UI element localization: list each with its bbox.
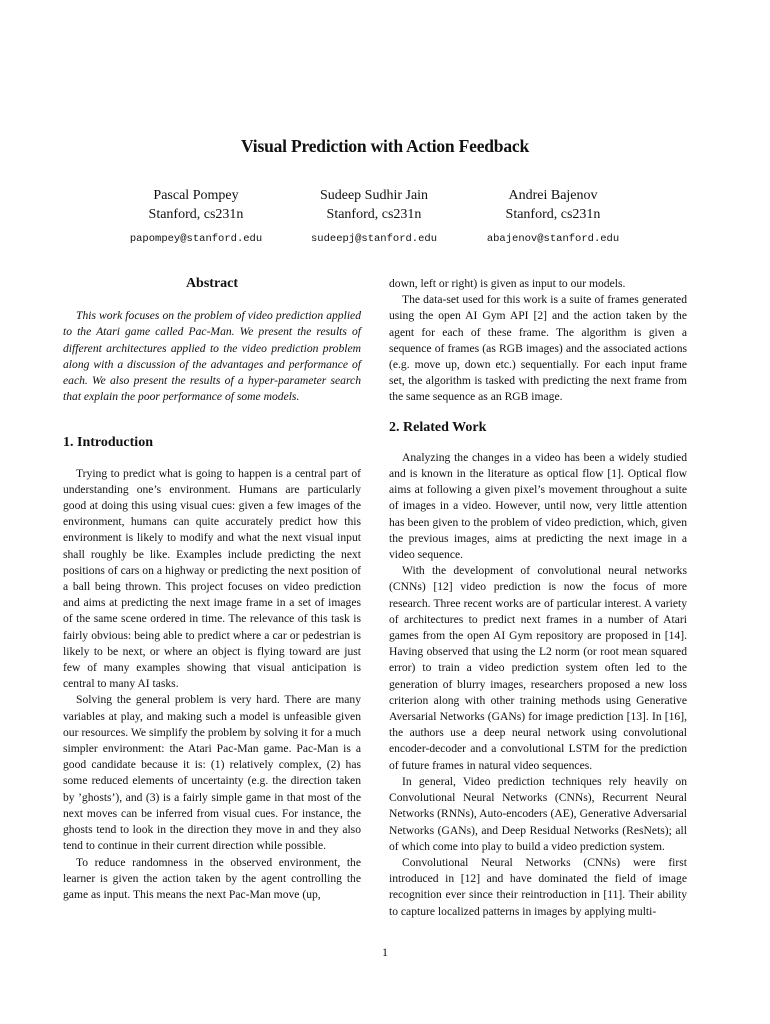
left-column: [63, 276, 361, 903]
related-paragraph: Convolutional Neural Networks (CNNs) were first introduced in [12] and have dominated the field of image recognition ever since their reintroduction in [11]. Their ability to capture localized patterns in images by applying multi-: [389, 855, 687, 918]
abstract-heading: Abstract: [185, 276, 239, 291]
intro-continuation: down, left or right) is given as input to our models.: [389, 277, 626, 290]
author-affiliation: Stanford, cs231n: [148, 207, 244, 222]
related-paragraph: With the development of convolutional neural networks (CNNs) [12] video prediction is now the focus of more research. Three recent works are of particular interest. A variety of architectures to predict next frames in a number of Atari games from the open AI Gym repository are proposed in [14]. Having observed that using the L2 norm (or root mean squared error) to train a video prediction system often led to the generation of blurry images, researchers proposed a new loss criterion along with other training methods using Generative Aversarial Networks (GANs) for image prediction [13]. In [16], the authors use a deep neural network using convolutional encoder-decoder and a convolutional LSTM for the prediction of future frames in natural video sequences.: [389, 564, 687, 772]
intro-heading: 1. Introduction: [63, 435, 153, 451]
related-paragraph: In general, Video prediction techniques rely heavily on Convolutional Neural Networks (CNNs), Recurrent Neural Networks (RNNs), Auto-encoders (AE), Generative Adversarial Networks (GANs), and Deep Residual Networks (ResNets); all of which come into play to build a video prediction system.: [389, 774, 687, 853]
paper-title: Visual Prediction with Action Feedback: [241, 136, 529, 156]
page-number: 1: [382, 945, 388, 959]
author-email: papompey@stanford.edu: [129, 233, 263, 245]
author-affiliation: Stanford, cs231n: [505, 207, 601, 222]
intro-paragraph: Trying to predict what is going to happen is a central part of understanding one’s environment. Humans are particularly good at doing this using visual cues: given a few images of the environment, humans can quite accurately predict how this environment is likely to modify and what the next visual input shall roughly be like. Examples include predicting the next positions of cars on a highway or predicting the next position of a ball being thrown. This project focuses on video prediction and aims at predicting the next image frame in a set of images of the same scene ordered in time. The relevance of this task is fairly obvious: being able to predict where a car or pedestrian is likely to be next, or where an object is flying toward are just few of many examples showing that visual anticipation is central to many AI tasks.: [63, 466, 361, 691]
related-work-heading: 2. Related Work: [389, 419, 487, 435]
author-block-3: [443, 186, 663, 249]
author-email: abajenov@stanford.edu: [486, 233, 620, 245]
abstract-text: This work focuses on the problem of video prediction applied to the Atari game called Pac-Man. We present the results of different architectures applied to the video prediction problem along with a discussion of the advantages and performance of each. We also present the results of a hyper-parameter search that explain the poor performance of some models.: [63, 309, 361, 404]
right-column: [389, 276, 687, 920]
intro-paragraph: To reduce randomness in the observed environment, the learner is given the action taken by the agent controlling the game as input. This means the next Pac-Man move (up,: [63, 855, 361, 901]
author-name: Pascal Pompey: [153, 188, 239, 203]
related-paragraph: Analyzing the changes in a video has been a widely studied and is known in the literature as optical flow [1]. Optical flow aims at following a given pixel’s movement throughout a suite of images in a video. However, until now, very little attention has been given to the problem of video prediction, which, given the previous images, aims at predicting the next image in a video sequence.: [389, 450, 687, 562]
author-name: Sudeep Sudhir Jain: [319, 188, 429, 203]
dataset-paragraph: The data-set used for this work is a suite of frames generated using the open AI Gym API [2] and the action taken by the agent for each of these frame. The algorithm is given a sequence of frames (as RGB images) and the associated actions (e.g. move up, down etc.) sequentially. For each input frame set, the algorithm is tasked with predicting the next frame from the same sequence as an RGB image.: [389, 293, 687, 404]
author-email: sudeepj@stanford.edu: [310, 233, 438, 245]
intro-paragraph: Solving the general problem is very hard. There are many variables at play, and making such a model is unfeasible given our resources. We simplify the problem by solving it for a much simpler environment: the Atari Pac-Man game. Pac-Man is a good candidate because it is: (1) relatively complex, (2) has some reduced elements of uncertainty (e.g. the direction taken by ’ghosts’), and (3) is a fairly simple game in that most of the next moves can be inferred from visual cues. For instance, the ghosts tend to look in the direction they move in and they also tend to continue in their current direction while possible.: [63, 693, 361, 853]
author-affiliation: Stanford, cs231n: [326, 207, 422, 222]
author-name: Andrei Bajenov: [508, 188, 598, 203]
